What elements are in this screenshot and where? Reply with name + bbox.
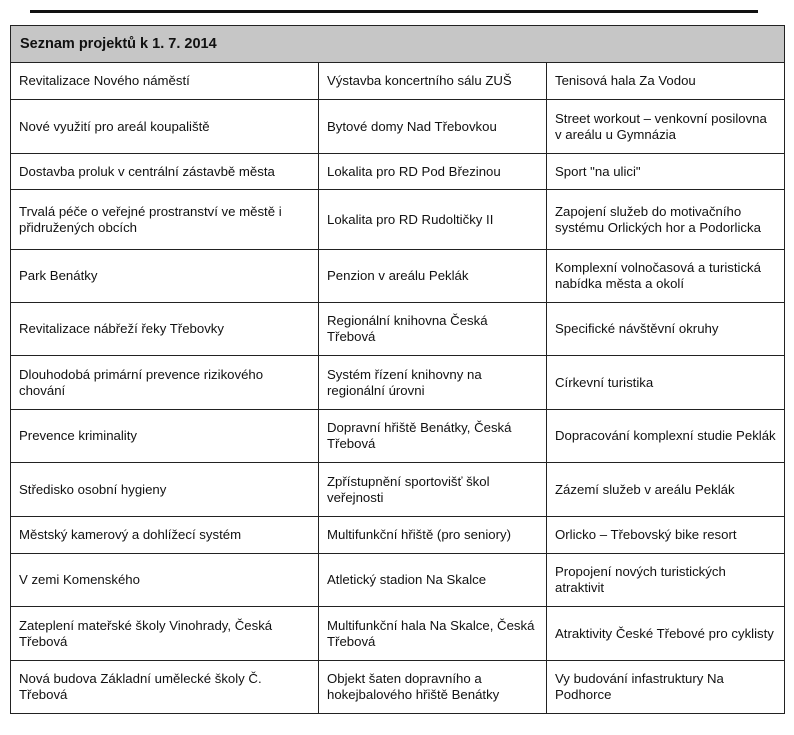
- table-cell: Dopracování komplexní studie Peklák: [547, 410, 785, 463]
- table-cell: Atletický stadion Na Skalce: [319, 554, 547, 607]
- table-cell: Multifunkční hala Na Skalce, Česká Třebová: [319, 607, 547, 661]
- table-row: [11, 100, 785, 154]
- table-cell: Objekt šaten dopravního a hokejbalového hřiště Benátky: [319, 661, 547, 714]
- table-row: [11, 303, 785, 356]
- table-cell: Atraktivity České Třebové pro cyklisty: [547, 607, 785, 661]
- table-cell: Prevence kriminality: [11, 410, 319, 463]
- table-row: [11, 250, 785, 303]
- table-cell: Bytové domy Nad Třebovkou: [319, 100, 547, 154]
- table-row: [11, 661, 785, 714]
- table-cell: Propojení nových turistických atraktivit: [547, 554, 785, 607]
- table-row: [11, 190, 785, 250]
- table-cell: Lokalita pro RD Pod Březinou: [319, 154, 547, 190]
- table-cell: Tenisová hala Za Vodou: [547, 63, 785, 100]
- table-row: [11, 607, 785, 661]
- table-cell: Specifické návštěvní okruhy: [547, 303, 785, 356]
- table-row: [11, 517, 785, 554]
- table-cell: Lokalita pro RD Rudoltičky II: [319, 190, 547, 250]
- table-row: [11, 63, 785, 100]
- table-cell: Dlouhodobá primární prevence rizikového chování: [11, 356, 319, 410]
- table-cell: Dopravní hřiště Benátky, Česká Třebová: [319, 410, 547, 463]
- table-row: [11, 154, 785, 190]
- table-cell: Vy budování infastruktury Na Podhorce: [547, 661, 785, 714]
- table-cell: Výstavba koncertního sálu ZUŠ: [319, 63, 547, 100]
- table-cell: Sport "na ulici": [547, 154, 785, 190]
- table-cell: Orlicko – Třebovský bike resort: [547, 517, 785, 554]
- table-row: [11, 554, 785, 607]
- table-cell: Zateplení mateřské školy Vinohrady, Česká Třebová: [11, 607, 319, 661]
- table-cell: Zapojení služeb do motivačního systému Orlických hor a Podorlicka: [547, 190, 785, 250]
- table-cell: Park Benátky: [11, 250, 319, 303]
- table-cell: Dostavba proluk v centrální zástavbě města: [11, 154, 319, 190]
- table-cell: Zpřístupnění sportovišť škol veřejnosti: [319, 463, 547, 517]
- table-title: Seznam projektů k 1. 7. 2014: [11, 26, 785, 63]
- table-cell: Středisko osobní hygieny: [11, 463, 319, 517]
- table-cell: Street workout – venkovní posilovna v areálu u Gymnázia: [547, 100, 785, 154]
- top-rule: [30, 10, 758, 13]
- table-cell: Systém řízení knihovny na regionální úrovni: [319, 356, 547, 410]
- project-table: [10, 25, 785, 714]
- table-cell: V zemi Komenského: [11, 554, 319, 607]
- table-row: [11, 356, 785, 410]
- table-cell: Zázemí služeb v areálu Peklák: [547, 463, 785, 517]
- table-cell: Trvalá péče o veřejné prostranství ve městě i přidružených obcích: [11, 190, 319, 250]
- table-header-row: [11, 26, 785, 63]
- table-cell: Nové využití pro areál koupaliště: [11, 100, 319, 154]
- table-cell: Městský kamerový a dohlížecí systém: [11, 517, 319, 554]
- table-cell: Multifunkční hřiště (pro seniory): [319, 517, 547, 554]
- table-cell: Regionální knihovna Česká Třebová: [319, 303, 547, 356]
- table-cell: Církevní turistika: [547, 356, 785, 410]
- table-cell: Penzion v areálu Peklák: [319, 250, 547, 303]
- table-cell: Komplexní volnočasová a turistická nabídka města a okolí: [547, 250, 785, 303]
- table-cell: Revitalizace Nového náměstí: [11, 63, 319, 100]
- table-cell: Revitalizace nábřeží řeky Třebovky: [11, 303, 319, 356]
- table-cell: Nová budova Základní umělecké školy Č. Třebová: [11, 661, 319, 714]
- table-row: [11, 463, 785, 517]
- table-row: [11, 410, 785, 463]
